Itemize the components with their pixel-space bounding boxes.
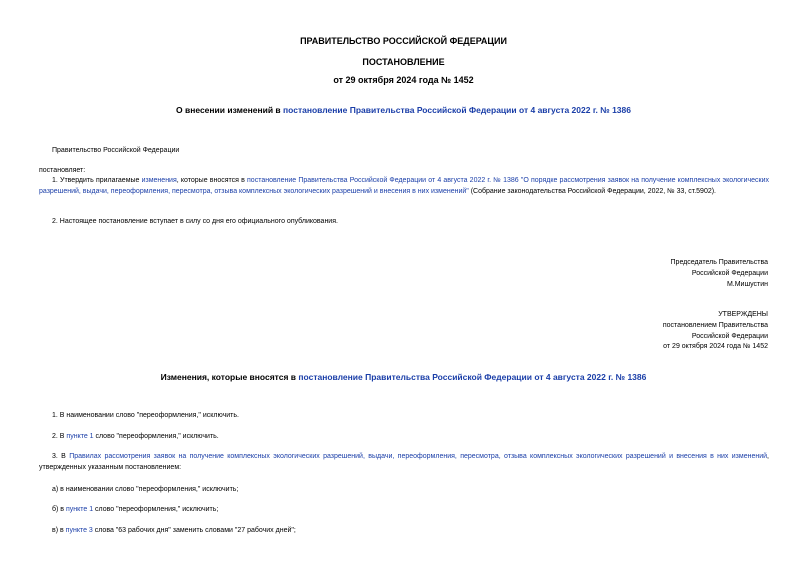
p1-resolution-link[interactable]: постановление Правительства Российской Федерации от 4 августа 2022 г. № 1386 "О порядке рассмотрения заявок на получение комплексных экологических разрешений, выдачи, переоформления, пересмотра, отзыва комплексных экологических разрешений и внесения в них изменений" xyxy=(39,177,769,195)
item-3b-link[interactable]: пункте 1 xyxy=(65,506,94,513)
org-heading: ПРАВИТЕЛЬСТВО РОССИЙСКОЙ ФЕДЕРАЦИИ xyxy=(300,36,507,46)
item-3-rules-link[interactable]: Правилах рассмотрения заявок на получение комплексных экологических разрешений, выдачи, переоформления, пересмотра, отзыва комплексных экологических разрешений и внесения в них изменений xyxy=(69,453,768,460)
item-3c xyxy=(52,526,296,537)
item-3a: а) в наименовании слово "переоформления," исключить; xyxy=(52,486,239,493)
item-3b-text-b: слово "переоформления," исключить; xyxy=(93,506,219,513)
item-3c-text-a: в) в xyxy=(52,527,66,534)
item-2-link[interactable]: пункте 1 xyxy=(66,433,94,440)
signature-name: М.Мишустин xyxy=(726,281,768,288)
item-1: 1. В наименовании слово "переоформления," исключить. xyxy=(52,412,239,419)
doc-type-heading: ПОСТАНОВЛЕНИЕ xyxy=(362,57,445,67)
p1-changes-link[interactable]: изменения xyxy=(141,177,177,184)
p1-text-a: 1. Утвердить прилагаемые xyxy=(52,177,142,184)
approved-country: Российской Федерации xyxy=(691,333,768,340)
government-line: Правительство Российской Федерации xyxy=(52,147,180,154)
p1-text-b: , которые вносятся в xyxy=(176,177,248,184)
item-2-text-a: 2. В xyxy=(52,433,67,440)
decides-line: постановляет: xyxy=(39,167,86,174)
approved-date: от 29 октября 2024 года № 1452 xyxy=(663,343,768,350)
title-link[interactable]: постановление Правительства Российской Федерации от 4 августа 2022 г. № 1386 xyxy=(283,105,631,115)
changes-title xyxy=(0,372,807,382)
paragraph-2: 2. Настоящее постановление вступает в силу со дня его официального опубликования. xyxy=(52,218,338,225)
changes-title-prefix: Изменения, которые вносятся в xyxy=(160,372,299,382)
signature-country: Российской Федерации xyxy=(691,270,768,277)
title-prefix: О внесении изменений в xyxy=(176,105,283,115)
approved-by: постановлением Правительства xyxy=(662,322,768,329)
document-title xyxy=(0,105,807,115)
item-3-text-b: , утвержденных указанным постановлением: xyxy=(39,453,769,471)
approved-label: УТВЕРЖДЕНЫ xyxy=(718,311,768,318)
item-3-text-a: 3. В xyxy=(52,453,70,460)
paragraph-1 xyxy=(39,176,769,197)
signature-title: Председатель Правительства xyxy=(670,259,768,266)
item-3b-text-a: б) в xyxy=(52,506,66,513)
item-3 xyxy=(39,452,769,473)
item-3c-link[interactable]: пункте 3 xyxy=(65,527,93,534)
p1-text-c: (Собрание законодательства Российской Федерации, 2022, № 33, ст.5902). xyxy=(468,187,717,195)
item-3c-text-b: слова "63 рабочих дня" заменить словами "27 рабочих дней"; xyxy=(92,527,296,534)
item-2-text-b: слово "переоформления," исключить. xyxy=(93,433,219,440)
item-3b xyxy=(52,505,218,516)
changes-title-link[interactable]: постановление Правительства Российской Федерации от 4 августа 2022 г. № 1386 xyxy=(298,372,647,382)
item-2 xyxy=(52,432,219,443)
date-number-heading: от 29 октября 2024 года № 1452 xyxy=(333,75,474,85)
